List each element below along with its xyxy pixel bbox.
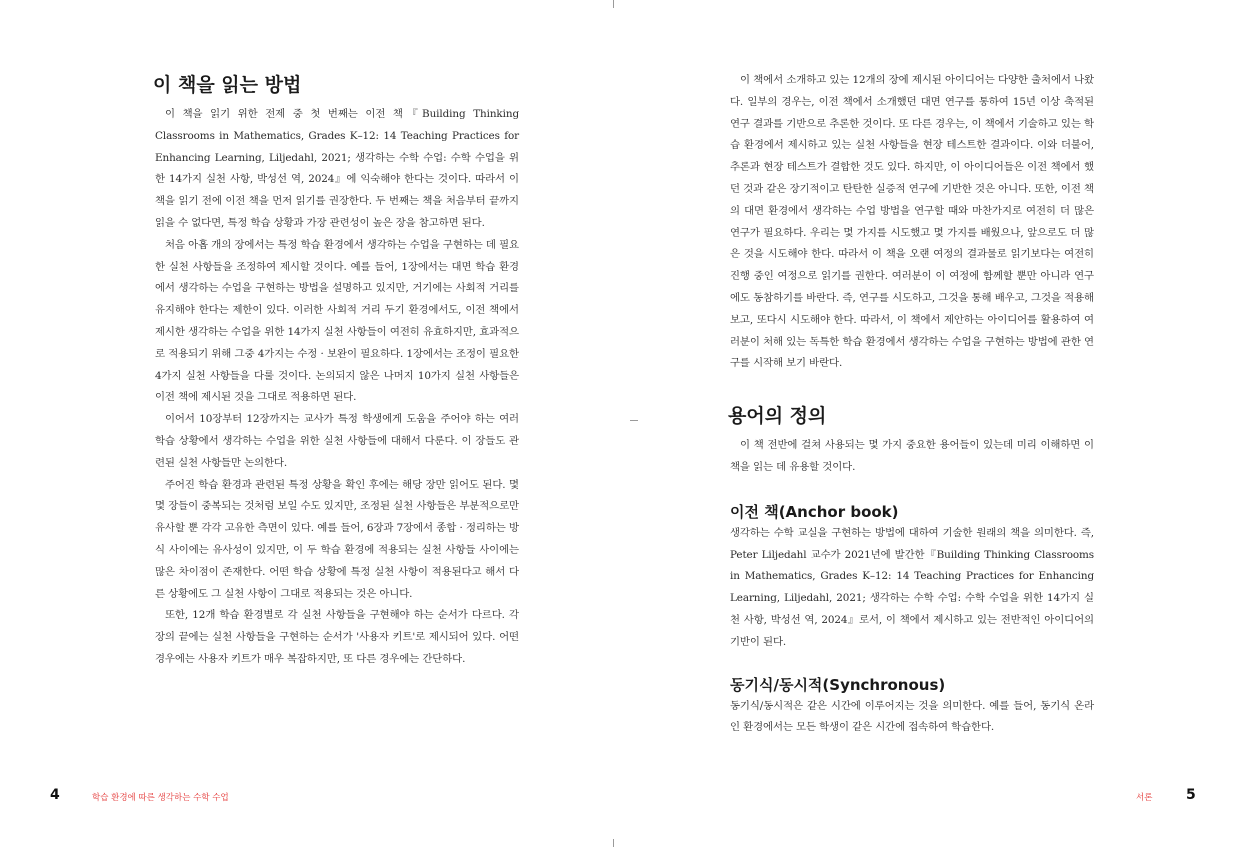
right-page (626, 0, 1252, 847)
page-number: 4 (50, 787, 60, 803)
section-heading-how-to-read: 이 책을 읽는 방법 (153, 74, 302, 96)
section-heading-definitions: 용어의 정의 (728, 405, 827, 428)
paragraph: 처음 아홉 개의 장에서는 특정 학습 환경에서 생각하는 수업을 구현하는 데 필요한 실천 사항들을 조정하여 제시할 것이다. 예를 들어, 1장에서는 대면 학습 환경에서 생각하는 수업을 구현하는 방법을 설명하고 있지만, 거기에는 사회적 거리를 유지해야 한다는 제한이 있다. 이러한 사회적 거리 두기 환경에서도, 이전 책에서 제시한 생각하는 수업을 위한 14가지 실천 사항들이 여전히 유효하지만, 효과적으로 적용되기 위해 그중 4가지는 수정 · 보완이 필요하다. 1장에서는 조정이 필요한 4가지 실천 사항들을 다룰 것이다. 논의되지 않은 나머지 10가지 실천 사항들은 이전 책에 제시된 것을 그대로 적용하면 된다. (155, 238, 519, 404)
term-definition: 동기식/동시적은 같은 시간에 이루어지는 것을 의미한다. 예를 들어, 동기식 온라인 환경에서는 모든 학생이 같은 시간에 접속하여 학습한다. (730, 699, 1094, 734)
term-heading-synchronous: 동기식/동시적(Synchronous) (730, 675, 946, 694)
paragraph: 주어진 학습 환경과 관련된 특정 상황을 확인 후에는 해당 장만 읽어도 된다. 몇몇 장들이 중복되는 것처럼 보일 수도 있지만, 조정된 실천 사항들은 부분적으로만 유사할 뿐 각각 고유한 측면이 있다. 예를 들어, 6장과 7장에서 종합 · 정리하는 방식 사이에는 유사성이 있지만, 이 두 학습 환경에 적용되는 실천 사항들 사이에는 많은 차이점이 존재한다. 어떤 학습 상황에 특정 실천 사항이 적용된다고 해서 다른 상황에도 그 실천 사항이 그대로 적용되는 것은 아니다. (155, 478, 519, 600)
term-heading-anchor-book: 이전 책(Anchor book) (730, 502, 899, 521)
paragraph: 또한, 12개 학습 환경별로 각 실천 사항들을 구현해야 하는 순서가 다르다. 각 장의 끝에는 실천 사항들을 구현하는 순서가 '사용자 키트'로 제시되어 있다. 어떤 경우에는 사용자 키트가 매우 복잡하지만, 또 다른 경우에는 간단하다. (155, 609, 519, 665)
paragraph: 이 책에서 소개하고 있는 12개의 장에 제시된 아이디어는 다양한 출처에서 나왔다. 일부의 경우는, 이전 책에서 소개했던 대면 연구를 통하여 15년 이상 축적된 연구 결과를 기반으로 추론한 것이다. 또 다른 경우는, 이 책에서 기술하고 있는 학습 환경에서 제시하고 있는 실천 사항들을 현장 테스트한 결과이다. 이와 더불어, 추론과 현장 테스트가 결합한 것도 있다. 하지만, 이 아이디어들은 이전 책에서 했던 것과 같은 장기적이고 탄탄한 실증적 연구에 기반한 것은 아니다. 또한, 이전 책의 대면 환경에서 생각하는 수업 방법을 연구할 때와 마찬가지로 여전히 더 많은 연구가 필요하다. 우리는 몇 가지를 시도했고 몇 가지를 배웠으나, 앞으로도 더 많은 것을 시도해야 한다. 따라서 이 책을 오랜 여정의 결과물로 읽기보다는 여전히 진행 중인 여정으로 읽기를 권한다. 여러분이 이 여정에 함께할 뿐만 아니라 연구에도 동참하기를 바란다. 즉, 연구를 시도하고, 그것을 통해 배우고, 그것을 적용해 보고, 또다시 시도해야 한다. 따라서, 이 책에서 제안하는 아이디어를 활용하여 여러분이 처해 있는 독특한 학습 환경에서 생각하는 수업을 구현하는 방법에 관한 연구를 시작해 보기 바란다. (730, 74, 1094, 370)
paragraph: 이 책을 읽기 위한 전제 중 첫 번째는 이전 책『Building Thinking Classrooms in Mathematics, Grades K–12: 14 Teaching Practices for Enhancing Learning, Liljedahl, 2021; 생각하는 수학 수업: 수학 수업을 위한 14가지 실천 사항, 박성선 역, 2024』에 익숙해야 한다는 것이다. 따라서 이 책을 읽기 전에 이전 책을 먼저 읽기를 권장한다. 두 번째는 책을 처음부터 끝까지 읽을 수 없다면, 특정 학습 상황과 가장 관련성이 높은 장을 참고하면 된다. (155, 108, 519, 229)
running-title: 학습 환경에 따른 생각하는 수학 수업 (92, 793, 229, 803)
crop-mark (630, 420, 638, 421)
running-title: 서론 (1136, 793, 1153, 803)
page-number: 5 (1186, 787, 1196, 803)
term-definition: 생각하는 수학 교실을 구현하는 방법에 대하여 기술한 원래의 책을 의미한다. 즉, Peter Liljedahl 교수가 2021년에 발간한『Building Thinking Classrooms in Mathematics, Grades K–12: 14 Teaching Practices for Enhancing Learning, Liljedahl, 2021; 생각하는 수학 수업: 수학 수업을 위한 14가지 실천 사항, 박성선 역, 2024』로서, 이 책에서 제시하고 있는 전반적인 아이디어의 기반이 된다. (730, 526, 1094, 648)
paragraph: 이 책 전반에 걸쳐 사용되는 몇 가지 중요한 용어들이 있는데 미리 이해하면 이 책을 읽는 데 유용할 것이다. (730, 439, 1094, 473)
crop-mark (613, 839, 614, 847)
left-column (155, 72, 519, 671)
right-column (730, 70, 1094, 739)
crop-mark (613, 0, 614, 8)
paragraph: 이어서 10장부터 12장까지는 교사가 특정 학생에게 도움을 주어야 하는 여러 학습 상황에서 생각하는 수업을 위한 실천 사항들에 대해서 다룬다. 이 장들도 관련된 실천 사항들만 논의한다. (155, 413, 519, 469)
